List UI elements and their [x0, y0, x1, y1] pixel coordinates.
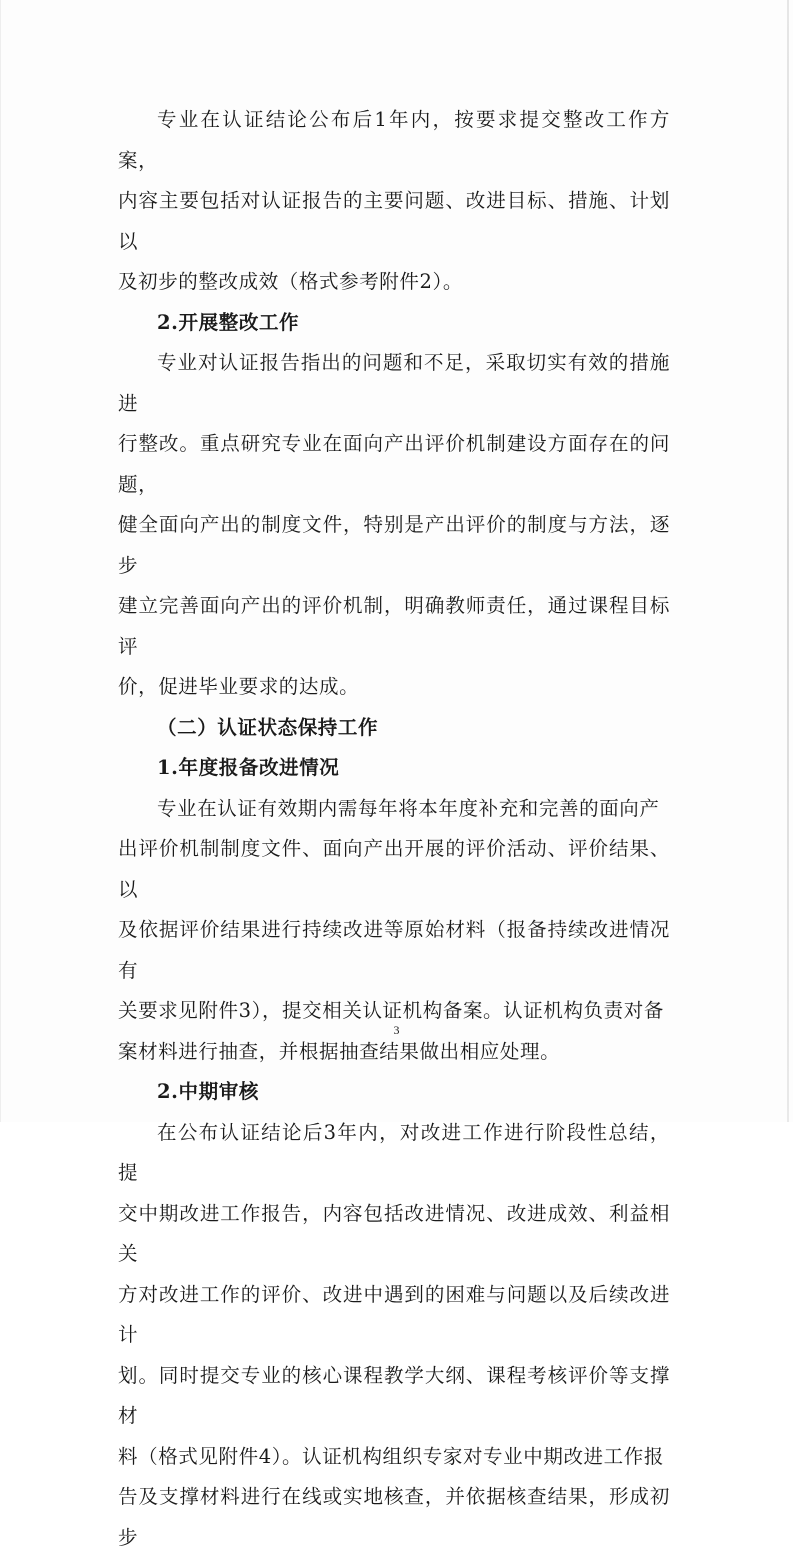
text-line: 料（格式见附件4）。认证机构组织专家对专业中期改进工作报 — [118, 1437, 670, 1478]
text-line: 专业对认证报告指出的问题和不足，采取切实有效的措施进 — [118, 343, 670, 424]
text-line: 划。同时提交专业的核心课程教学大纲、课程考核评价等支撑材 — [118, 1356, 670, 1437]
text-line: 内容主要包括对认证报告的主要问题、改进目标、措施、计划以 — [118, 181, 670, 262]
section-heading-annual-report: 1.年度报备改进情况 — [118, 748, 670, 789]
text-line: 告及支撑材料进行在线或实地核查，并依据核查结果，形成初步 — [118, 1477, 670, 1558]
section-heading-carry-out-rectification: 2.开展整改工作 — [118, 303, 670, 344]
scan-edge-left — [0, 0, 1, 1122]
text-line: 专业在认证有效期内需每年将本年度补充和完善的面向产 — [118, 789, 670, 830]
section-heading-certification-maintenance: （二）认证状态保持工作 — [118, 708, 670, 749]
text-line: 行整改。重点研究专业在面向产出评价机制建设方面存在的问题， — [118, 424, 670, 505]
section-heading-mid-term-review: 2.中期审核 — [118, 1072, 670, 1113]
text-line: 方对改进工作的评价、改进中遇到的困难与问题以及后续改进计 — [118, 1275, 670, 1356]
text-line: 专业在认证结论公布后1年内，按要求提交整改工作方案， — [118, 100, 670, 181]
text-line: 交中期改进工作报告，内容包括改进情况、改进成效、利益相关 — [118, 1194, 670, 1275]
paragraph-rectification-plan — [118, 100, 670, 303]
text-line: 在公布认证结论后3年内，对改进工作进行阶段性总结，提 — [118, 1113, 670, 1194]
text-line: 价，促进毕业要求的达成。 — [118, 667, 670, 708]
document-body — [118, 100, 670, 1558]
text-line: 及初步的整改成效（格式参考附件2）。 — [118, 262, 670, 303]
text-line: 关要求见附件3），提交相关认证机构备案。认证机构负责对备 — [118, 991, 670, 1032]
scan-edge-right — [787, 0, 789, 1122]
paragraph-mid-term-review — [118, 1113, 670, 1558]
paragraph-rectification-work — [118, 343, 670, 708]
text-line: 及依据评价结果进行持续改进等原始材料（报备持续改进情况有 — [118, 910, 670, 991]
text-line: 建立完善面向产出的评价机制，明确教师责任，通过课程目标评 — [118, 586, 670, 667]
text-line: 出评价机制制度文件、面向产出开展的评价活动、评价结果、以 — [118, 829, 670, 910]
text-line: 案材料进行抽查，并根据抽查结果做出相应处理。 — [118, 1032, 670, 1073]
text-line: 健全面向产出的制度文件，特别是产出评价的制度与方法，逐步 — [118, 505, 670, 586]
page-number: 3 — [0, 1023, 793, 1038]
